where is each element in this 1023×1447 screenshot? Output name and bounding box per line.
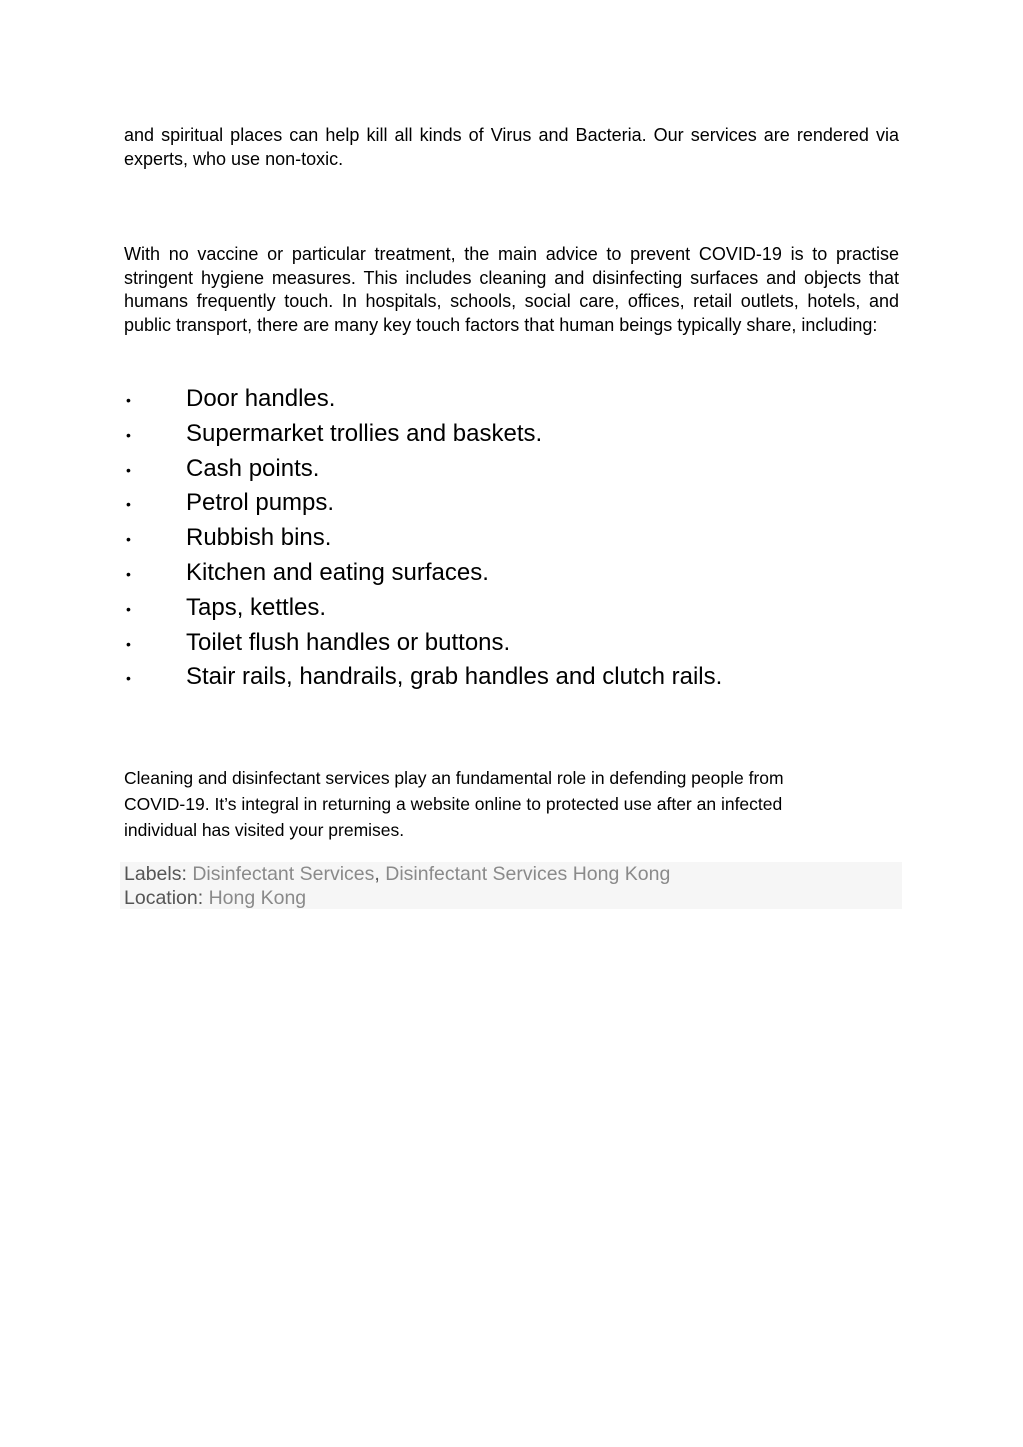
list-item-text: Toilet flush handles or buttons. [186, 628, 511, 656]
label-separator: , [374, 863, 386, 885]
bullet-icon: • [126, 565, 131, 582]
list-item-text: Cash points. [186, 454, 320, 482]
list-item [124, 556, 899, 591]
bullet-icon: • [126, 392, 131, 408]
location-row [124, 886, 902, 910]
list-item [124, 591, 899, 626]
bullet-icon: • [126, 426, 131, 443]
label-link-disinfectant-services-hong-kong[interactable]: Disinfectant Services Hong Kong [385, 863, 671, 885]
list-item-text: Supermarket trollies and baskets. [186, 419, 543, 447]
list-item [124, 417, 899, 452]
bullet-icon: • [126, 496, 131, 513]
list-item [124, 660, 899, 695]
list-item [124, 626, 899, 661]
location-heading: Location: [124, 887, 209, 909]
closing-line: Cleaning and disinfectant services play an fundamental role in defending people from [124, 768, 784, 788]
closing-line: individual has visited your premises. [124, 820, 405, 840]
bullet-icon: • [126, 531, 131, 548]
post-meta-box [120, 862, 902, 909]
location-link[interactable]: Hong Kong [208, 887, 307, 909]
bullet-icon: • [126, 600, 131, 617]
list-item-text: Rubbish bins. [186, 524, 332, 552]
bullet-icon: • [126, 461, 131, 478]
closing-paragraph [124, 765, 899, 843]
list-item-text: Door handles. [186, 385, 336, 412]
list-item [124, 382, 899, 417]
intro-paragraph: and spiritual places can help kill all kinds of Virus and Bacteria. Our services are rendered via experts, who use non-toxic. [124, 125, 899, 169]
list-item-text: Stair rails, handrails, grab handles and clutch rails. [186, 663, 723, 691]
advice-paragraph: With no vaccine or particular treatment, the main advice to prevent COVID-19 is to practise stringent hygiene measures. This includes cleaning and disinfecting surfaces and objects that humans frequently touch. In hospitals, schools, social care, offices, retail outlets, hotels, and public transport, there are many key touch factors that human beings typically share, including: [124, 244, 899, 335]
label-link-disinfectant-services[interactable]: Disinfectant Services [192, 863, 375, 885]
list-item [124, 521, 899, 556]
bullet-icon: • [126, 635, 131, 652]
bullet-icon: • [126, 670, 131, 687]
labels-heading: Labels: [124, 863, 193, 885]
touch-points-list [124, 382, 899, 695]
list-item-text: Petrol pumps. [186, 489, 335, 517]
closing-line: COVID-19. It’s integral in returning a website online to protected use after an infected [124, 794, 783, 814]
list-item [124, 486, 899, 521]
labels-row [124, 862, 902, 886]
list-item [124, 452, 899, 487]
list-item-text: Kitchen and eating surfaces. [186, 558, 489, 586]
list-item-text: Taps, kettles. [186, 593, 327, 621]
